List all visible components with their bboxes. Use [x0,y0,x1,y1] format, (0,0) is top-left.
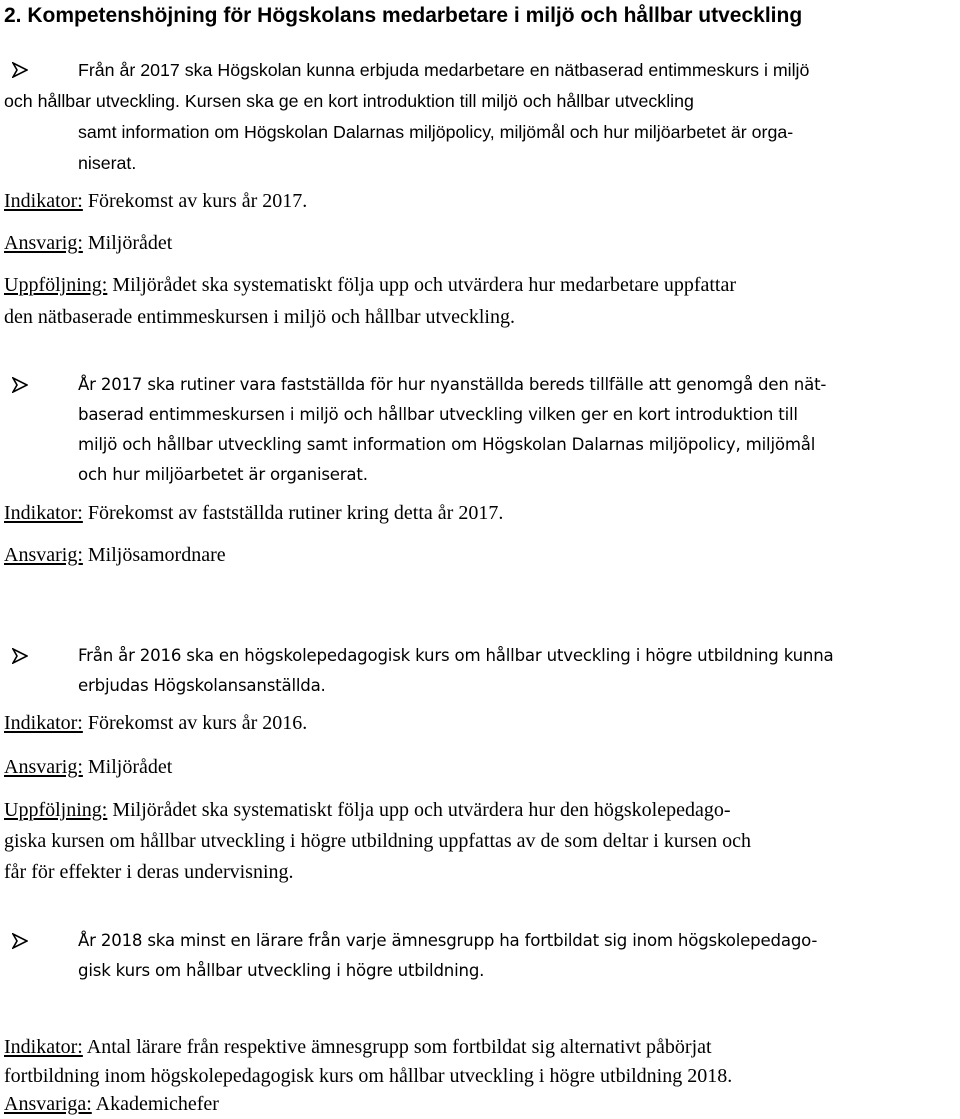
section-heading: 2. Kompetenshöjning för Högskolans medarbetare i miljö och hållbar utveckling [4,4,803,27]
followup-line-2: giska kursen om hållbar utveckling i högre utbildning uppfattas av de som deltar i kursen och [4,830,752,852]
responsible-line [4,228,958,258]
responsible-line [4,1089,958,1119]
responsible-text: Miljösamordnare [82,544,226,566]
indicator-line [4,708,958,738]
responsible-label: Ansvarig: [4,544,83,566]
responsible-text: Miljörådet [82,232,173,254]
responsible-text: Akademichefer [91,1093,219,1115]
indicator-label: Indikator: [4,1036,83,1058]
bullet-line: Från år 2016 ska en högskolepedagogisk kurs om hållbar utveckling i högre utbildning kunna [78,646,834,665]
indicator-text: Förekomst av fastställda rutiner kring detta år 2017. [82,502,504,524]
responsible-label: Ansvariga: [4,1093,92,1115]
followup-line-2: den nätbaserade entimmeskursen i miljö och hållbar utveckling. [4,306,515,328]
responsible-label: Ansvarig: [4,756,83,778]
arrowhead-bullet-icon [6,55,78,86]
bullet-line: gisk kurs om hållbar utveckling i högre utbildning. [78,961,485,980]
followup-line [4,795,958,825]
indicator-label: Indikator: [4,502,83,524]
followup-line-3: får för effekter i deras undervisning. [4,861,294,883]
bullet-line: År 2018 ska minst en lärare från varje ämnesgrupp ha fortbildat sig inom högskolepedago- [78,931,818,950]
followup-text: Miljörådet ska systematiskt följa upp och utvärdera hur medarbetare uppfattar [107,274,737,296]
indicator-label: Indikator: [4,190,83,212]
bullet-line: samt information om Högskolan Dalarnas miljöpolicy, miljömål och hur miljöarbetet är orga- [78,122,794,142]
indicator-line [4,1032,958,1062]
bullet-item-2 [6,370,960,490]
responsible-text: Miljörådet [82,756,173,778]
bullet-item-3 [6,641,960,701]
bullet-item-1 [6,55,960,86]
bullet-line: baserad entimmeskursen i miljö och hållbar utveckling vilken ger en kort introduktion till [78,405,798,424]
bullet-line: Från år 2017 ska Högskolan kunna erbjuda medarbetare en nätbaserad entimmeskurs i miljö [78,60,810,80]
indicator-line-2: fortbildning inom högskolepedagogisk kurs om hållbar utveckling i högre utbildning 2018. [4,1065,733,1087]
responsible-label: Ansvarig: [4,232,83,254]
followup-text: Miljörådet ska systematiskt följa upp och utvärdera hur den högskolepedago- [107,799,731,821]
responsible-line [4,752,958,782]
indicator-line [4,498,958,528]
indicator-text: Förekomst av kurs år 2016. [82,712,308,734]
indicator-line [4,186,958,216]
responsible-line [4,540,958,570]
arrowhead-bullet-icon [6,641,78,701]
indicator-text: Antal lärare från respektive ämnesgrupp som fortbildat sig alternativt påbörjat [82,1036,712,1058]
bullet-line: miljö och hållbar utveckling samt information om Högskolan Dalarnas miljöpolicy, miljömål [78,435,816,454]
followup-label: Uppföljning: [4,799,108,821]
arrowhead-bullet-icon [6,926,78,986]
indicator-label: Indikator: [4,712,83,734]
bullet-item-4 [6,926,960,986]
followup-line [4,270,958,300]
bullet-line: erbjudas Högskolansanställda. [78,676,326,695]
bullet-line: och hållbar utveckling. Kursen ska ge en kort introduktion till miljö och hållbar utveckling [4,91,694,111]
bullet-line: År 2017 ska rutiner vara fastställda för hur nyanställda bereds tillfälle att genomgå den nät- [78,375,827,394]
bullet-line: och hur miljöarbetet är organiserat. [78,465,368,484]
followup-label: Uppföljning: [4,274,108,296]
bullet-line: niserat. [78,153,137,173]
arrowhead-bullet-icon [6,370,78,490]
indicator-text: Förekomst av kurs år 2017. [82,190,308,212]
